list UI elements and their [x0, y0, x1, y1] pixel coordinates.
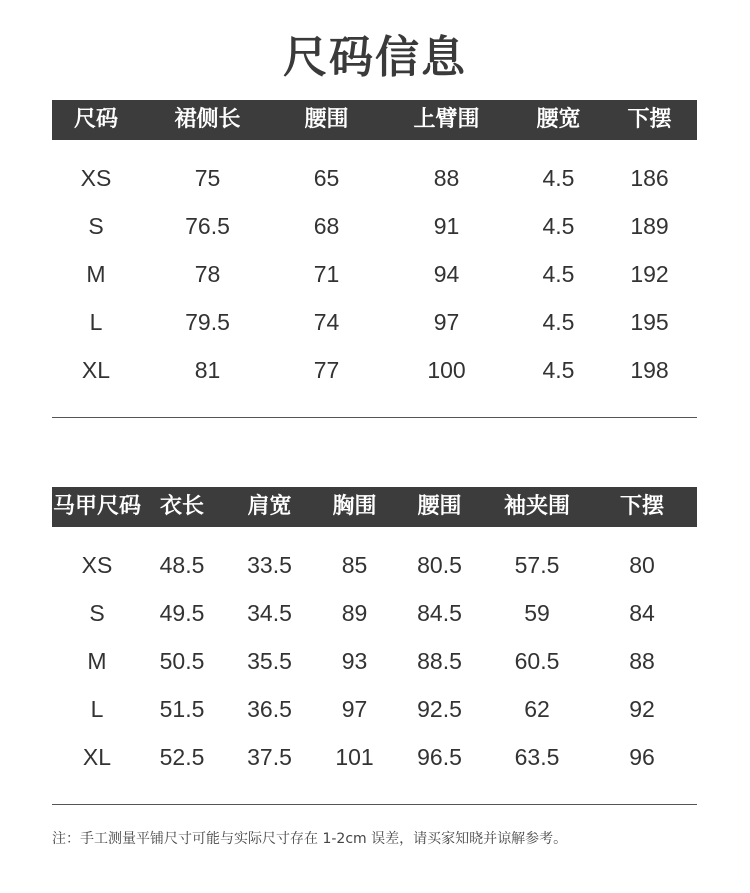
page-title: 尺码信息 — [283, 32, 467, 83]
measurement-cell: 59 — [524, 599, 550, 626]
measurement-cell: 77 — [313, 356, 340, 383]
measurement-cell: 97 — [341, 695, 368, 722]
size-label: S — [88, 212, 104, 239]
column-header: 裙侧长 — [174, 107, 241, 132]
measurement-cell: 75 — [194, 164, 221, 191]
measurement-cell: 50.5 — [159, 647, 205, 674]
measurement-cell: 4.5 — [542, 308, 575, 335]
table-row — [52, 154, 697, 202]
measurement-cell: 63.5 — [514, 743, 560, 770]
measurement-cell: 85 — [341, 551, 368, 578]
measurement-cell: 80.5 — [417, 551, 462, 578]
size-label: XL — [81, 356, 111, 383]
table-row — [52, 250, 697, 298]
measurement-cell: 93 — [341, 647, 368, 674]
divider — [52, 417, 697, 418]
measurement-cell: 97 — [433, 308, 460, 335]
measurement-cell: 35.5 — [247, 647, 292, 674]
measurement-cell: 100 — [427, 356, 466, 383]
column-header: 腰围 — [304, 107, 349, 132]
measurement-cell: 96.5 — [417, 743, 462, 770]
measurement-cell: 88 — [433, 164, 460, 191]
measurement-cell: 4.5 — [542, 260, 575, 287]
size-label: L — [90, 695, 104, 722]
table-body — [52, 140, 697, 394]
measurement-cell: 78 — [194, 260, 221, 287]
measurement-cell: 81 — [194, 356, 221, 383]
table-row — [52, 589, 697, 637]
table-row — [52, 637, 697, 685]
size-label: M — [87, 647, 107, 674]
measurement-cell: 94 — [433, 260, 460, 287]
size-label: XS — [80, 164, 112, 191]
measurement-cell: 192 — [630, 260, 669, 287]
measurement-cell: 189 — [630, 212, 669, 239]
table-row — [52, 298, 697, 346]
measurement-cell: 92 — [629, 695, 655, 722]
measurement-cell: 60.5 — [514, 647, 560, 674]
measurement-cell: 37.5 — [247, 743, 292, 770]
table-body — [52, 527, 697, 781]
table-row — [52, 541, 697, 589]
column-header: 上臂围 — [413, 107, 480, 132]
measurement-cell: 52.5 — [159, 743, 205, 770]
measurement-cell: 89 — [341, 599, 368, 626]
measurement-cell: 33.5 — [247, 551, 292, 578]
measurement-cell: 68 — [313, 212, 340, 239]
table-header — [52, 100, 697, 140]
measurement-cell: 74 — [313, 308, 340, 335]
size-table-skirt — [52, 100, 697, 394]
size-table-vest — [52, 487, 697, 781]
size-label: XS — [81, 551, 113, 578]
measurement-cell: 76.5 — [185, 212, 230, 239]
table-row — [52, 202, 697, 250]
column-header: 肩宽 — [247, 494, 292, 519]
size-label: S — [89, 599, 105, 626]
measurement-cell: 36.5 — [247, 695, 292, 722]
measurement-cell: 79.5 — [185, 308, 230, 335]
measurement-cell: 88 — [629, 647, 655, 674]
measurement-cell: 195 — [630, 308, 669, 335]
column-header: 下摆 — [619, 494, 664, 519]
measurement-cell: 80 — [629, 551, 655, 578]
measurement-cell: 4.5 — [542, 164, 575, 191]
table-row — [52, 685, 697, 733]
measurement-cell: 101 — [335, 743, 374, 770]
measurement-cell: 49.5 — [159, 599, 205, 626]
table-row — [52, 733, 697, 781]
column-header: 袖夹围 — [503, 494, 570, 519]
measurement-cell: 198 — [630, 356, 669, 383]
column-header: 马甲尺码 — [52, 494, 141, 519]
measurement-cell: 4.5 — [542, 356, 575, 383]
size-label: XL — [82, 743, 112, 770]
column-header: 尺码 — [73, 107, 118, 132]
measurement-cell: 84.5 — [417, 599, 462, 626]
column-header: 腰宽 — [536, 107, 581, 132]
table-header — [52, 487, 697, 527]
measurement-cell: 48.5 — [159, 551, 205, 578]
column-header: 下摆 — [627, 107, 672, 132]
size-label: L — [89, 308, 103, 335]
table-row — [52, 346, 697, 394]
column-header: 腰围 — [417, 494, 462, 519]
measurement-cell: 96 — [629, 743, 655, 770]
measurement-cell: 34.5 — [247, 599, 292, 626]
measurement-cell: 92.5 — [417, 695, 462, 722]
measurement-cell: 71 — [313, 260, 340, 287]
measurement-cell: 4.5 — [542, 212, 575, 239]
measurement-cell: 57.5 — [514, 551, 560, 578]
measurement-cell: 88.5 — [417, 647, 462, 674]
size-label: M — [86, 260, 106, 287]
column-header: 胸围 — [332, 494, 377, 519]
column-header: 衣长 — [159, 494, 204, 519]
measurement-cell: 186 — [630, 164, 669, 191]
divider — [52, 804, 697, 805]
measurement-cell: 51.5 — [159, 695, 205, 722]
measurement-cell: 84 — [629, 599, 655, 626]
measurement-note: 注：手工测量平铺尺寸可能与实际尺寸存在 1-2cm 误差，请买家知晓并谅解参考。 — [52, 831, 568, 847]
measurement-cell: 62 — [524, 695, 550, 722]
measurement-cell: 65 — [313, 164, 340, 191]
measurement-cell: 91 — [433, 212, 460, 239]
